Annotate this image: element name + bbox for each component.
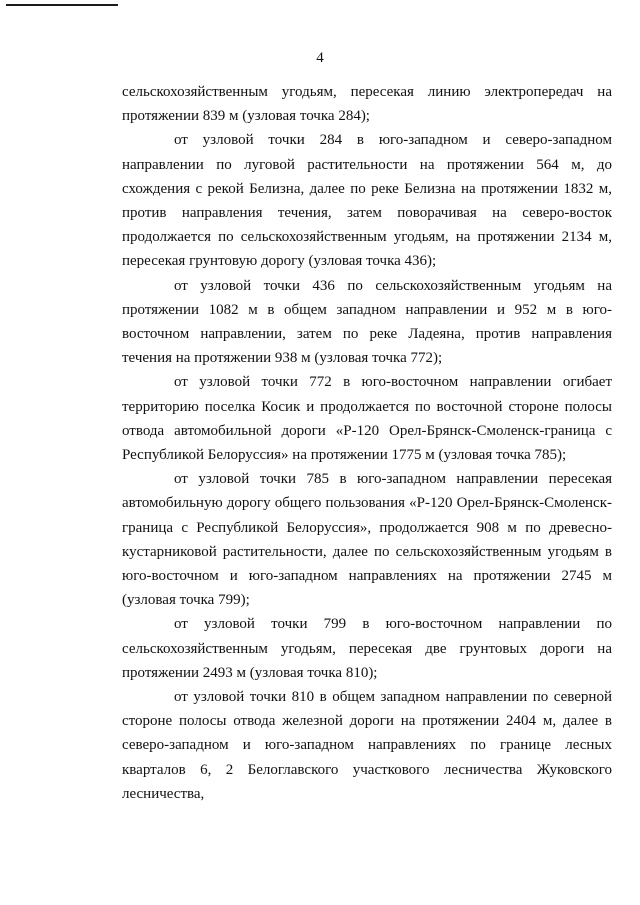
paragraph-continued: сельскохозяйственным угодьям, пересекая линию электропередач на протяжении 839 м (узловая точка 284); [122,84,612,125]
header-rule [6,4,118,6]
paragraph-point-810: от узловой точки 810 в общем западном направлении по северной стороне полосы отвода железной дороги на протяжении 2404 м, далее в северо-западном и юго-западном направлениях по границе лесных кварталов 6, 2 Белоглавского участкового лесничества Жуковского лесничества, [122,689,612,802]
paragraph-point-785: от узловой точки 785 в юго-западном направлении пересекая автомобильную дорогу общего пользования «Р-120 Орел-Брянск-Смоленск-граница с Республикой Белоруссия», продолжается 908 м по древесно-кустарниковой растительности, далее по сельскохозяйственным угодьям в юго-восточном и юго-западном направлениях на протяжении 2745 м (узловая точка 799); [122,471,612,609]
paragraph-point-284: от узловой точки 284 в юго-западном и северо-западном направлении по луговой растительности на протяжении 564 м, до схождения с рекой Белизна, далее по реке Белизна на протяжении 1832 м, против направления течения, затем поворачивая на северо-восток продолжается по сельскохозяйственным угодьям, на протяжении 2134 м, пересекая грунтовую дорогу (узловая точка 436); [122,132,612,270]
paragraph-point-799: от узловой точки 799 в юго-восточном направлении по сельскохозяйственным угодьям, пересекая две грунтовых дороги на протяжении 2493 м (узловая точка 810); [122,616,612,681]
page-number: 4 [316,50,324,66]
paragraph-point-436: от узловой точки 436 по сельскохозяйственным угодьям на протяжении 1082 м в общем западном направлении и 952 м в юго-восточном направлении, затем по реке Ладеяна, против направления течения на протяжении 938 м (узловая точка 772); [122,277,612,367]
paragraph-point-772: от узловой точки 772 в юго-восточном направлении огибает территорию поселка Косик и продолжается по восточной стороне полосы отвода автомобильной дороги «Р-120 Орел-Брянск-Смоленск-граница с Республикой Белоруссия» на протяжении 1775 м (узловая точка 785); [122,374,612,464]
document-body [122,80,612,806]
